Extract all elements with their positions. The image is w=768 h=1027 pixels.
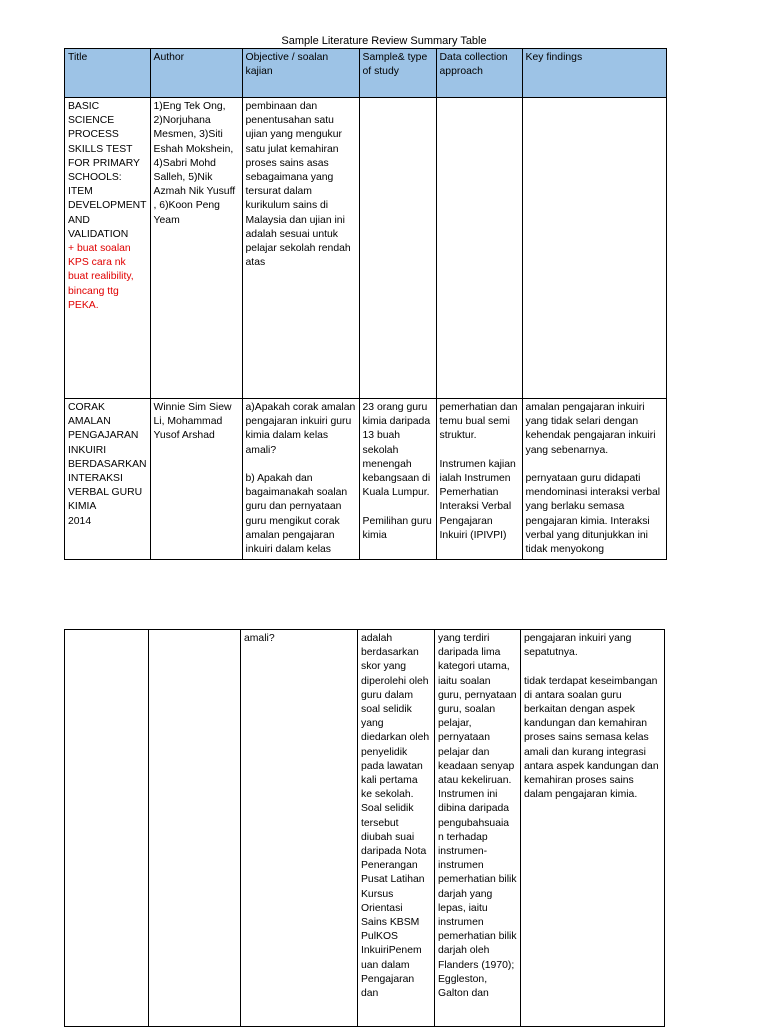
row-objective: a)Apakah corak amalan pengajaran inkuiri guru kimia dalam kelas amali? b) Apakah dan bagaimanakah soalan guru dan pernyataan guru mengikut corak amalan pengajaran inkuiri dalam kelas (242, 399, 359, 560)
header-title: Title (65, 49, 151, 98)
table-row (65, 630, 665, 1027)
row-key-findings: pengajaran inkuiri yang sepatutnya. tidak terdapat keseimbangan di antara soalan guru berkaitan dengan aspek kandungan dan kemahiran proses sains semasa kelas amali dan kurang integrasi antara aspek kandungan dan kemahiran proses sains dalam pengajaran kimia. (521, 630, 665, 1027)
table-caption: Sample Literature Review Summary Table (281, 35, 487, 47)
row-objective: amali? (241, 630, 358, 1027)
header-objective: Objective / soalan kajian (242, 49, 359, 98)
row-data-collection (436, 98, 522, 399)
annotation-note: + buat soalan KPS cara nk buat realibility, bincang ttg PEKA. (68, 243, 134, 311)
row-sample (359, 98, 436, 399)
row-author: Winnie Sim Siew Li, Mohammad Yusof Arshad (150, 399, 242, 560)
continuation-table (64, 629, 665, 1027)
table-row (65, 399, 667, 560)
literature-review-table (64, 48, 667, 560)
row-title: CORAK AMALAN PENGAJARAN INKUIRI BERDASARKAN INTERAKSI VERBAL GURU KIMIA 2014 (65, 399, 151, 560)
header-author: Author (150, 49, 242, 98)
row-sample: 23 orang guru kimia daripada 13 buah sekolah menengah kebangsaan di Kuala Lumpur. Pemilihan guru kimia (359, 399, 436, 560)
row-title (65, 630, 149, 1027)
row-author: 1)Eng Tek Ong, 2)Norjuhana Mesmen, 3)Siti Eshah Mokshein, 4)Sabri Mohd Salleh, 5)Nik Azmah Nik Yusuff , 6)Koon Peng Yeam (150, 98, 242, 399)
row-objective: pembinaan dan penentusahan satu ujian yang mengukur satu julat kemahiran proses sains asas sebagaimana yang tersurat dalam kurikulum sains di Malaysia dan ujian ini adalah sesuai untuk pelajar sekolah rendah atas (242, 98, 359, 399)
row-title: BASIC SCIENCE PROCESS SKILLS TEST FOR PRIMARY SCHOOLS: ITEM DEVELOPMENT AND VALIDATION (68, 101, 147, 240)
row-key-findings: amalan pengajaran inkuiri yang tidak selari dengan kehendak pengajaran inkuiri yang sebenarnya. pernyataan guru didapati mendominasi interaksi verbal yang berlaku semasa pengajaran kimia. Interaksi verbal yang ditunjukkan ini tidak menyokong (522, 399, 666, 560)
row-author (149, 630, 241, 1027)
header-sample: Sample& type of study (359, 49, 436, 98)
row-key-findings (522, 98, 666, 399)
table-row (65, 98, 667, 399)
header-key-findings: Key findings (522, 49, 666, 98)
header-data-collection: Data collection approach (436, 49, 522, 98)
row-data-collection: yang terdiri daripada lima kategori utama, iaitu soalan guru, pernyataan guru, soalan pelajar, pernyataan pelajar dan keadaan senyap atau kekeliruan. Instrumen ini dibina daripada pengubahsuaia n terhadap instrumen-instrumen pemerhatian bilik darjah yang lepas, iaitu instrumen pemerhatian bilik darjah oleh Flanders (1970); Eggleston, Galton dan (435, 630, 521, 1027)
row-title-cell (65, 98, 151, 399)
row-data-collection: pemerhatian dan temu bual semi struktur. Instrumen kajian ialah Instrumen Pemerhatian Interaksi Verbal Pengajaran Inkuiri (IPIVPI) (436, 399, 522, 560)
row-sample: adalah berdasarkan skor yang diperolehi oleh guru dalam soal selidik yang diedarkan oleh penyelidik pada lawatan kali pertama ke sekolah. Soal selidik tersebut diubah suai daripada Nota Penerangan Pusat Latihan Kursus Orientasi Sains KBSM PulKOS InkuiriPenem uan dalam Pengajaran dan (358, 630, 435, 1027)
header-row (65, 49, 667, 98)
